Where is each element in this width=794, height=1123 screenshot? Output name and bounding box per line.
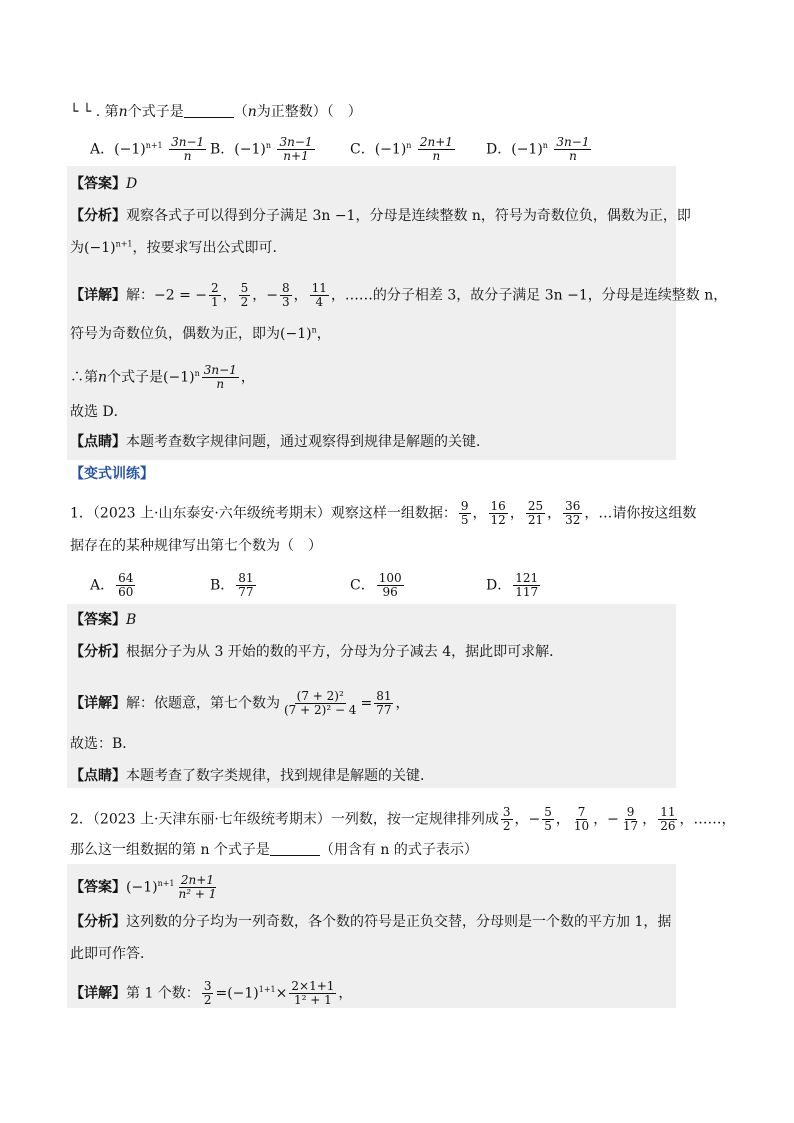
q0-stem: └ └ . 第n个式子是 （n为正整数）（ ） <box>70 104 362 120</box>
q0-point: 【点睛】本题考查数字规律问题，通过观察得到规律是解题的关键． <box>70 434 490 450</box>
q1-choose: 故选：B． <box>70 736 137 752</box>
q1-option-b: B． $\frac{81}{77}$ <box>210 571 254 599</box>
q1-stem-line-1: 1．（2023 上·山东泰安·六年级统考期末）观察这样一组数据： $\frac{9}{5}$ ， $\frac{16}{12}$ ， $\frac{25}{21}$ ， $\frac{36}{32}$ ，…请你按这组数 <box>70 499 697 527</box>
q2-stem-line-2: 那么这一组数据的第 n 个式子是 （用含有 n 的式子表示） <box>70 842 478 858</box>
q0-analysis-line-1: 【分析】观察各式子可以得到分子满足 3n −1，分母是连续整数 n，符号为奇数位负，偶数为正，即 <box>70 208 691 224</box>
answer-blank <box>184 103 234 118</box>
q1-stem-line-2: 据存在的某种规律写出第七个数为（ ） <box>70 538 322 554</box>
q1-analysis: 【分析】根据分子为从 3 开始的数的平方，分母为分子减去 4，据此即可求解． <box>70 644 564 660</box>
q0-detail-line-2: 符号为奇数位负，偶数为正，即为$(-1)^n$， <box>70 325 331 342</box>
q2-analysis-line-1: 【分析】这列数的分子均为一列奇数，各个数的符号是正负交替，分母则是一个数的平方加 1，据 <box>70 914 672 930</box>
q0-detail-line-3: ∴第n个式子是$(-1)^n$ $\frac{3n-1}{n}$ ， <box>70 363 255 391</box>
q1-detail: 【详解】解：依题意，第七个数为 $\frac{\text{(7 + 2)²}}{\text{(7 + 2)² − 4}}$ = $\frac{81}{77}$ ， <box>70 689 410 717</box>
q0-option-b: B．$(-1)^n$ $\frac{3n-1}{n+1}$ <box>210 135 313 163</box>
q1-option-c: C． $\frac{100}{96}$ <box>350 571 402 599</box>
q0-option-d: D．$(-1)^n$ $\frac{3n-1}{n}$ <box>486 135 590 163</box>
q2-answer: 【答案】$(-1)^{n+1}$ $\frac{2n+1}{\text{n² + 1}}$ <box>70 873 217 901</box>
q2-analysis-line-2: 此即可作答． <box>70 946 154 962</box>
q0-option-c: C．$(-1)^n$ $\frac{2n+1}{n}$ <box>350 135 453 163</box>
q0-choose: 故选 D． <box>70 404 128 420</box>
section-title: 【变式训练】 <box>70 466 154 482</box>
q0-answer: 【答案】D <box>70 176 138 192</box>
q2-stem-line-1: 2．（2023 上·天津东丽·七年级统考期末）一列数，按一定规律排列成 $\frac{3}{2}$ ，− $\frac{5}{5}$ ， $\frac{7}{10}$ ，− $\frac{9}{17}$ ， $\frac{11}{26}$ ，……， <box>70 805 736 833</box>
q1-option-a: A． $\frac{64}{60}$ <box>90 571 134 599</box>
q1-point: 【点睛】本题考查了数字类规律，找到规律是解题的关键． <box>70 768 434 784</box>
q0-detail-line-1: 【详解】解：−2 = − $\frac{2}{1}$ ， $\frac{5}{2}$ ，− $\frac{8}{3}$ ， $\frac{11}{4}$ ，……的分子相差 3，故分子满足 3n −1，分母是连续整数 n， <box>70 281 728 309</box>
q0-option-a: A．$(-1)^{n+1}$ $\frac{3n-1}{n}$ <box>90 135 205 163</box>
answer-blank <box>270 841 320 856</box>
q2-detail: 【详解】第 1 个数： $\frac{3}{2}$ $=(-1)^{1+1}\times$ $\frac{2\times 1+1}{\text{1² + 1}}$ ， <box>70 979 353 1007</box>
q1-option-d: D． $\frac{121}{117}$ <box>486 571 539 599</box>
q1-answer: 【答案】B <box>70 612 137 628</box>
q0-analysis-line-2: 为$(-1)^{n+1}$，按要求写出公式即可． <box>70 239 287 256</box>
